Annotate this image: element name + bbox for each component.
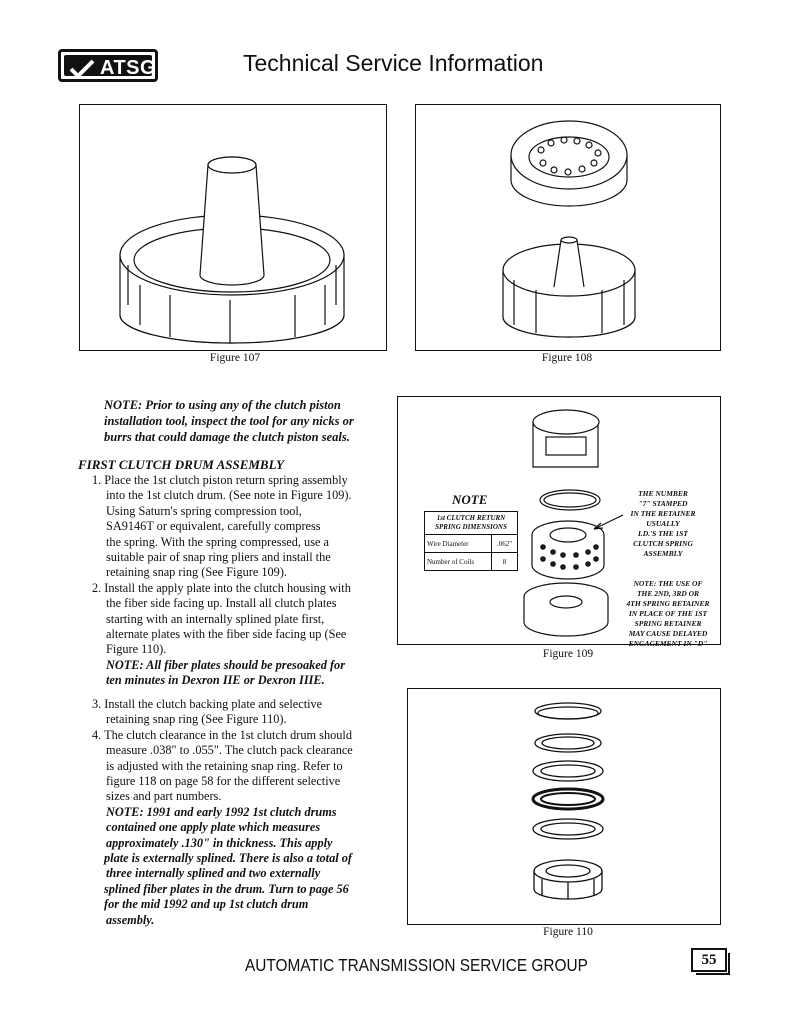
step-line: is adjusted with the retaining snap ring. Refer to [106,758,343,773]
page-title: Technical Service Information [243,50,544,76]
atsg-logo [58,49,158,82]
step-line: measure .038" to .055". The clutch pack clearance [106,743,353,758]
step-line: for the mid 1992 and up 1st clutch drum [104,897,309,912]
step-line: splined fiber plates in the drum. Turn to page 56 [104,881,349,896]
steps-block-1 [0,473,400,689]
step-line: NOTE: All fiber plates should be presoaked for [106,657,345,672]
table-row [425,553,518,571]
figure-107-drawing [80,105,385,349]
figure-110-caption: Figure 110 [543,926,593,938]
figure-108-caption: Figure 108 [541,352,593,364]
page-number: 55 [691,948,727,972]
step-line: ten minutes in Dexron IIE or Dexron IIIE. [106,673,325,688]
figure-107-caption: Figure 107 [209,352,261,364]
callout-line: IN PLACE OF THE 1ST [628,609,708,618]
table-cell: .062" [492,535,518,553]
callout-line: NOTE: THE USE OF [633,579,703,588]
step-line: contained one apply plate which measures [106,820,321,835]
figure-109-note-heading: NOTE [452,492,488,507]
figure-109-box [397,396,721,648]
table-cell: Number of Coils [425,553,492,571]
note-tool-inspection [104,397,384,445]
callout-spring-number [618,489,708,559]
step-line: retaining snap ring (See Figure 109). [106,565,287,580]
callout-line: ENGAGEMENT IN "D" [628,639,708,648]
callout-line: THE NUMBER [638,489,688,498]
step-line: 3. Install the clutch backing plate and selective [92,697,323,711]
figure-110-drawing [408,689,719,923]
step-line: the spring. With the spring compressed, use a [106,534,329,549]
figure-107-box [79,104,387,351]
step-line: three internally splined and two externally [106,866,321,881]
table-cell: Wire Diameter [425,535,492,553]
note-line: burrs that could damage the clutch piston seals. [104,430,350,444]
step-line: starting with an internally splined plate first, [106,611,325,626]
callout-line: ASSEMBLY [643,549,683,558]
step-line: approximately .130" in thickness. This apply [106,835,333,850]
callout-retainer-warning [624,579,712,649]
step-line: SA9146T or equivalent, carefully compress [106,519,321,534]
step-line: the fiber side facing up. Install all clutch plates [106,596,337,611]
section-title: FIRST CLUTCH DRUM ASSEMBLY [78,457,285,472]
callout-line: SPRING RETAINER [634,619,702,628]
callout-line: "7" STAMPED [638,499,688,508]
callout-line: USUALLY [646,519,680,528]
step-line: assembly. [106,912,155,927]
step-line: Figure 110). [106,642,167,657]
table-row [425,535,518,553]
callout-line: THE 2ND, 3RD OR [636,589,700,598]
step-line: alternate plates with the fiber side facing up (See [106,627,347,642]
step-line: 2. Install the apply plate into the clutch housing with [92,580,351,595]
logo-text: ATSG [100,57,157,79]
step-line: Using Saturn's spring compression tool, [106,503,302,518]
step-line: NOTE: 1991 and early 1992 1st clutch drums [106,804,337,819]
step-line: suitable pair of snap ring pliers and install the [106,550,331,565]
figure-108-box [415,104,721,351]
note-line: installation tool, inspect the tool for any nicks or [104,414,354,428]
callout-line: I.D.'S THE 1ST [637,529,688,538]
callout-line: IN THE RETAINER [630,509,696,518]
steps-block-2 [0,697,400,928]
footer-text: AUTOMATIC TRANSMISSION SERVICE GROUP [245,955,588,975]
step-line: 1. Place the 1st clutch piston return spring assembly [92,473,348,487]
step-line: into the 1st clutch drum. (See note in Figure 109). [106,488,352,503]
figure-108-drawing [416,105,719,349]
checkmark-icon [68,58,96,79]
callout-line: CLUTCH SPRING [633,539,693,548]
note-line: NOTE: Prior to using any of the clutch piston [104,398,341,412]
figure-109-caption: Figure 109 [542,648,594,660]
spring-dimensions-table [424,511,518,571]
table-cell: 8 [492,553,518,571]
step-line: plate is externally splined. There is also a total of [104,851,352,866]
step-line: figure 118 on page 58 for the different selective [106,774,341,789]
step-line: 4. The clutch clearance in the 1st clutch drum should [92,727,352,742]
callout-line: 4TH SPRING RETAINER [626,599,710,608]
step-line: sizes and part numbers. [106,789,222,804]
table-title: 1st CLUTCH RETURN SPRING DIMENSIONS [425,512,518,535]
step-line: retaining snap ring (See Figure 110). [106,712,287,727]
figure-110-box [407,688,721,925]
callout-line: MAY CAUSE DELAYED [628,629,708,638]
